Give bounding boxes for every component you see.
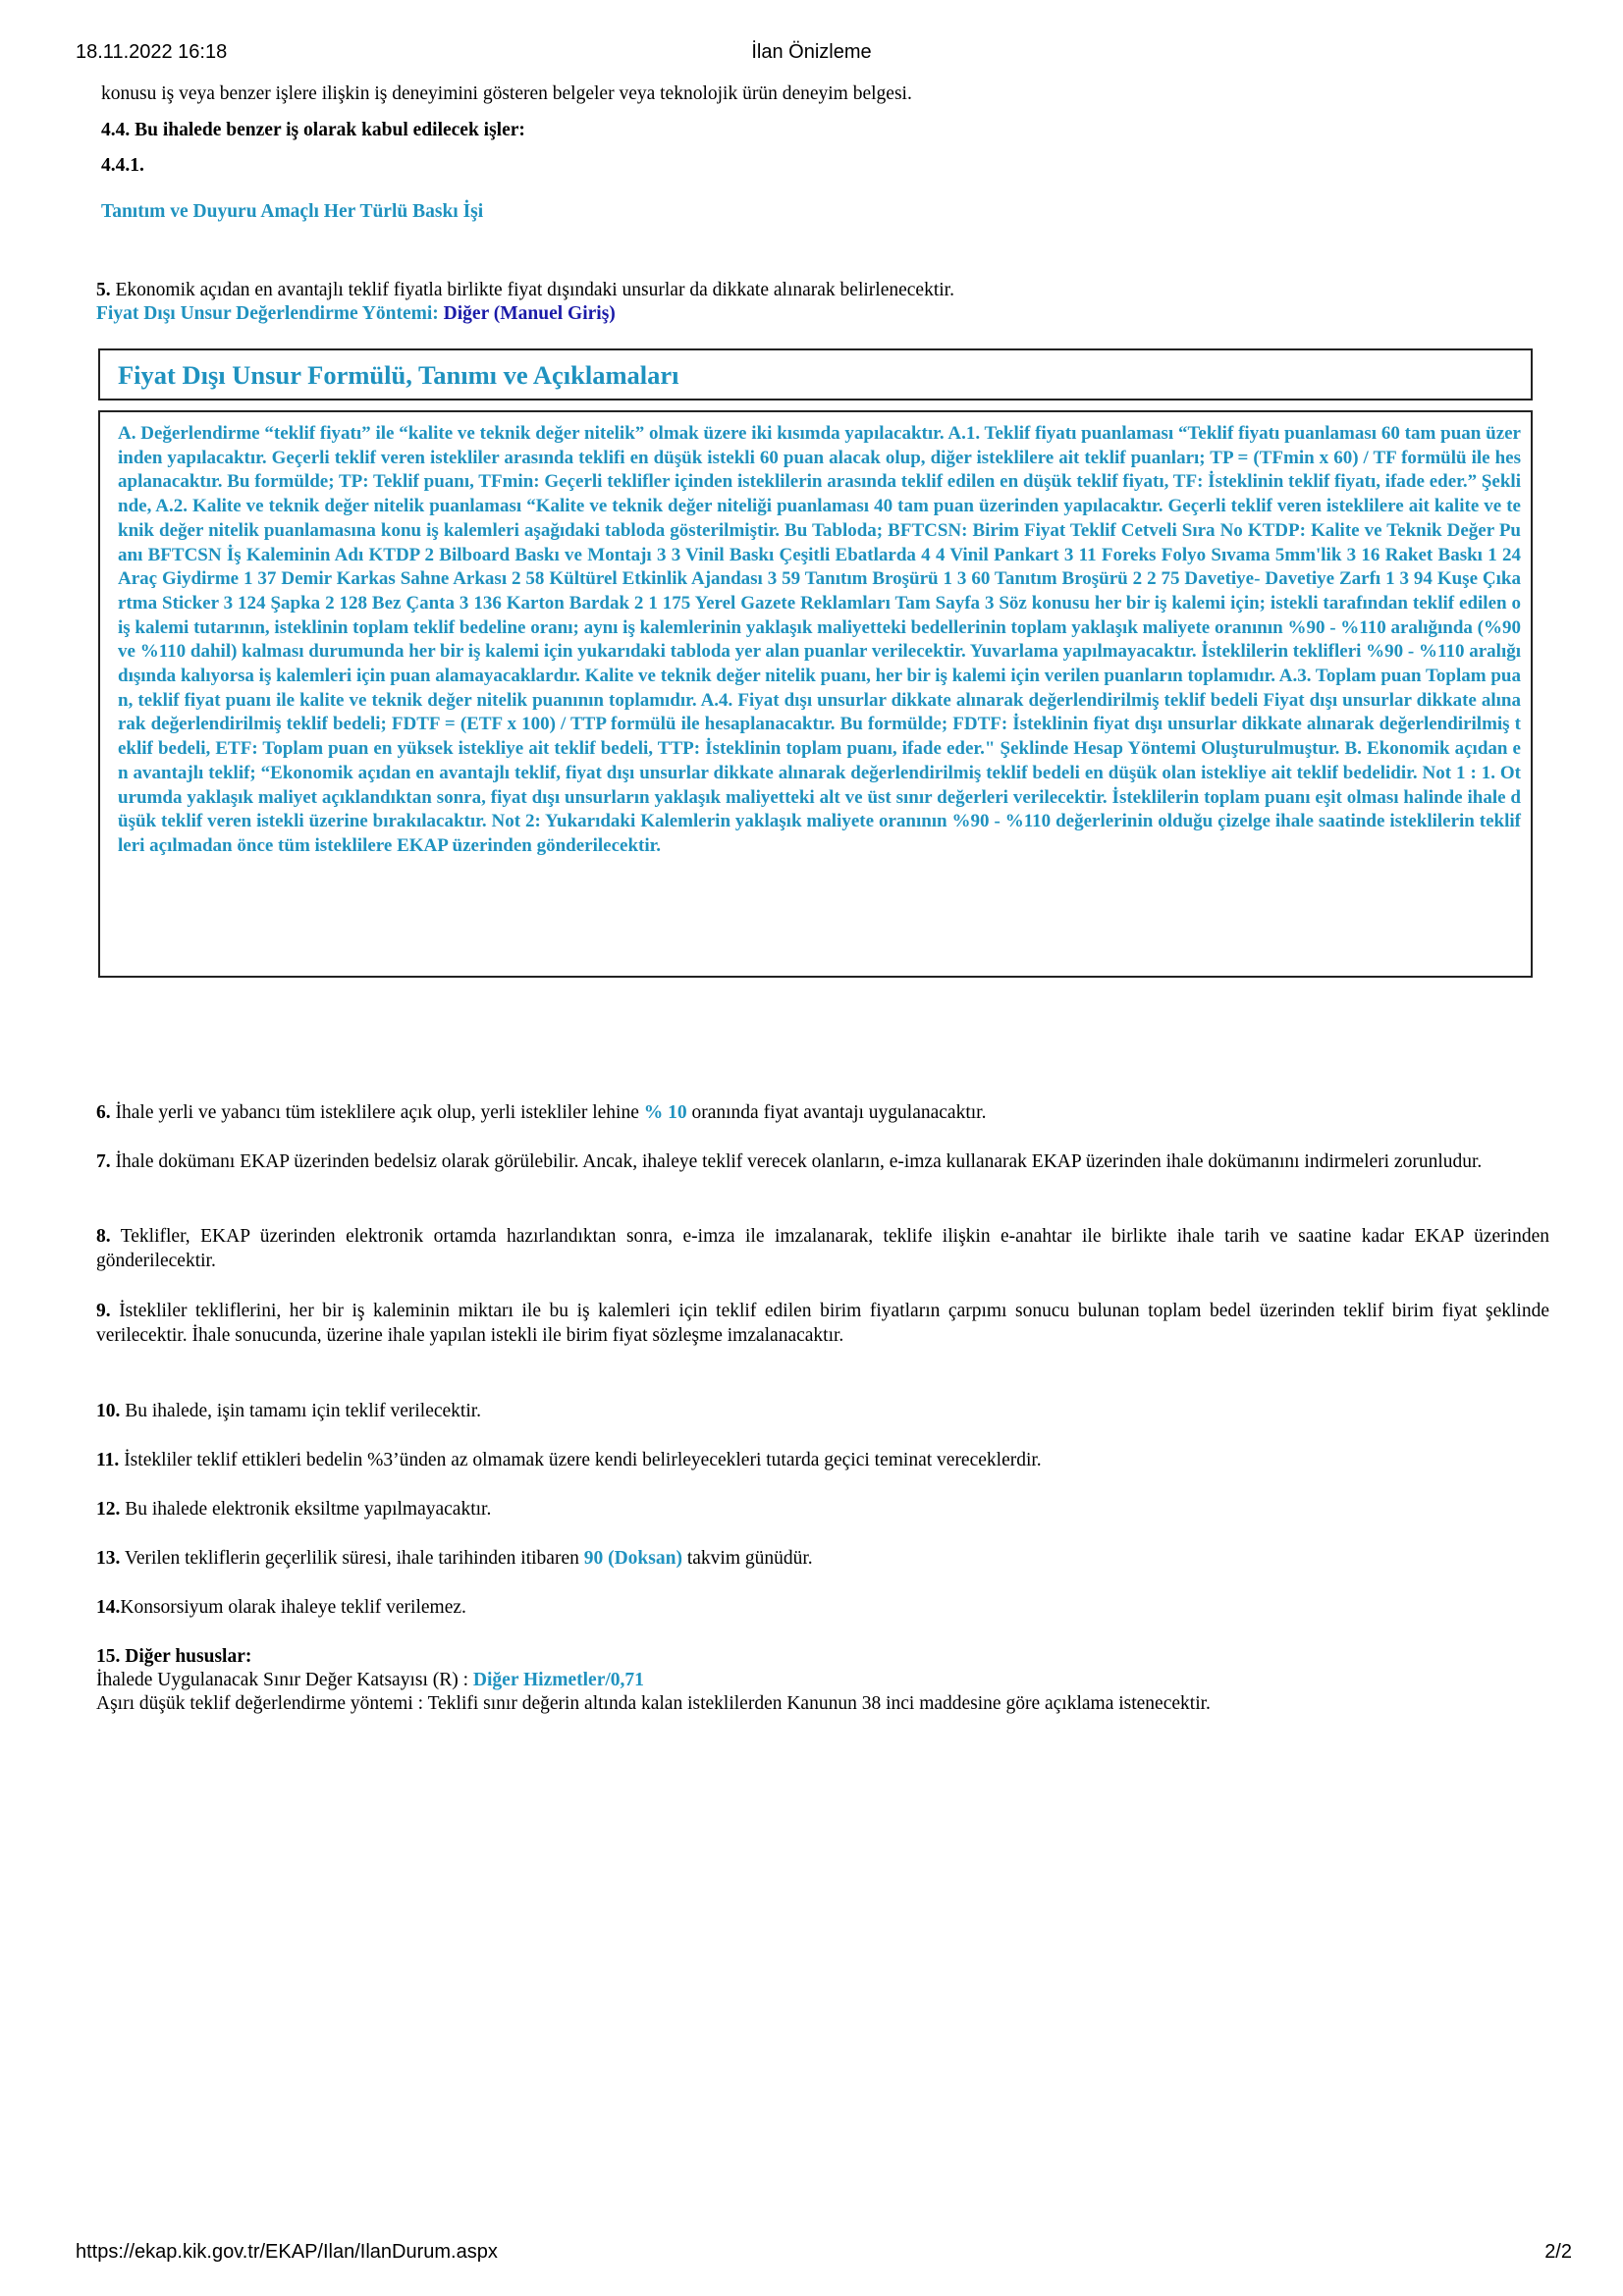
s4-4-heading-text: 4.4. Bu ihalede benzer iş olarak kabul edilecek işler: [101, 120, 525, 140]
r-coefficient-value: Diğer Hizmetler/0,71 [472, 1670, 644, 1690]
print-datetime: 18.11.2022 16:18 [76, 41, 228, 63]
s5-text: Ekonomik açıdan en avantajlı teklif fiyatla birlikte fiyat dışındaki unsurlar da dikkate alınarak belirlenecektir. [110, 280, 954, 300]
s5-paragraph [96, 279, 954, 302]
method-value: Diğer (Manuel Giriş) [438, 303, 616, 324]
r-coefficient-label: İhalede Uygulanacak Sınır Değer Katsayısı (R) : [96, 1670, 473, 1690]
formula-box-text: A. Değerlendirme “teklif fiyatı” ile “kalite ve teknik değer nitelik” olmak üzere iki kısımda yapılacaktır. A.1. Teklif fiyatı puanlaması “Teklif fiyatı puanlaması 60 tam puan üzerinden yapılacaktır. Geçerli teklif veren istekliler arasında teklifi en düşük istekli 60 puan alacak olup, diğer isteklilere ait teklif puanları; TP = (TFmin x 60) / TF formülü ile hesaplanacaktır. Bu formülde; TP: Teklif puanı, TFmin: Geçerli teklifler içinden isteklilerin arasında teklif edilen en düşük teklif fiyatı, TF: İsteklinin teklif fiyatı, ifade eder.” Şeklinde, A.2. Kalite ve teknik değer nitelik puanlaması “Kalite ve teknik değer niteliği puanlaması 40 tam puan üzerinden yapılacaktır. Geçerli teklif veren isteklilere ait kalite ve teknik değer nitelik puanlamasına konu iş kalemleri aşağıdaki tabloda gösterilmiştir. Bu Tabloda; BFTCSN: Birim Fiyat Teklif Cetveli Sıra No KTDP: Kalite ve Teknik Değer Puanı BFTCSN İş Kaleminin Adı KTDP 2 Bilboard Baskı ve Montajı 3 3 Vinil Baskı Çeşitli Ebatlarda 4 4 Vinil Pankart 3 11 Foreks Folyo Sıvama 5mm'lik 3 16 Raket Baskı 1 24 Araç Giydirme 1 37 Demir Karkas Sahne Arkası 2 58 Kültürel Etkinlik Ajandası 3 59 Tanıtım Broşürü 1 3 60 Tanıtım Broşürü 2 2 75 Davetiye- Davetiye Zarfı 1 3 94 Kuşe Çıkartma Sticker 3 124 Şapka 2 128 Bez Çanta 3 136 Karton Bardak 2 1 175 Yerel Gazete Reklamları Tam Sayfa 3 Söz konusu her bir iş kalemi için; istekli tarafından teklif edilen o iş kalemi tutarının, isteklinin toplam teklif bedeline oranı; aynı iş kalemlerinin yaklaşık maliyetteki bedellerinin toplam yaklaşık maliyete oranının %90 - %110 aralığında (%90 ve %110 dahil) kalması durumunda her bir iş kalemi için yukarıdaki tabloda yer alan puanlar verilecektir. Yuvarlama yapılmayacaktır. İsteklilerin teklifleri %90 - %110 aralığı dışında kalıyorsa iş kalemleri için puan alamayacaklardır. Kalite ve teknik değer nitelik puanı, her bir iş kalemi için verilen puanların toplamıdır. A.3. Toplam puan Toplam puan, teklif fiyat puanı ile kalite ve teknik değer nitelik puanının toplamıdır. A.4. Fiyat dışı unsurlar dikkate alınarak değerlendirilmiş teklif bedeli Fiyat dışı unsurlar dikkate alınarak değerlendirilmiş teklif bedeli; FDTF = (ETF x 100) / TTP formülü ile hesaplanacaktır. Bu formülde; FDTF: İsteklinin fiyat dışı unsurlar dikkate alınarak değerlendirilmiş teklif bedeli, ETF: Toplam puan en yüksek istekliye ait teklif bedeli, TTP: İsteklinin toplam puanı, ifade eder." Şeklinde Hesap Yöntemi Oluşturulmuştur. B. Ekonomik açıdan en avantajlı teklif; “Ekonomik açıdan en avantajlı teklif, fiyat dışı unsurlar dikkate alınarak değerlendirilmiş teklif bedeli en düşük olan istekliye ait teklif bedelidir. Not 1 : 1. Oturumda yaklaşık maliyet açıklandıktan sonra, fiyat dışı unsurların yaklaşık maliyetteki alt ve üst sınır değerleri verilecektir. İsteklilerin toplam puanı eşit olması halinde ihale düşük teklif veren istekli üzerine bırakılacaktır. Not 2: Yukarıdaki Kalemlerin yaklaşık maliyete oranının %90 - %110 değerlerinin olduğu çizelge ihale saatinde isteklilerin teklifleri açılmadan önce tüm isteklilere EKAP üzerinden gönderilecektir. [98, 410, 1533, 978]
price-advantage-value: % 10 [643, 1102, 687, 1123]
s4-4-1-label-text: 4.4.1. [101, 155, 144, 176]
page-number: 2/2 [1544, 2241, 1572, 2263]
s12-text: Bu ihalede elektronik eksiltme yapılmayacaktır. [120, 1499, 492, 1520]
s13-number: 13. [96, 1548, 121, 1569]
s7-text: İhale dokümanı EKAP üzerinden bedelsiz olarak görülebilir. Ancak, ihaleye teklif verecek olanların, e-imza kullanarak EKAP üzerinden ihale dokümanını indirmeleri zorunludur. [110, 1151, 1483, 1172]
s4-4-1-label [101, 154, 144, 178]
s11-paragraph [96, 1449, 1549, 1473]
s13-text-post: takvim günüdür. [681, 1548, 813, 1569]
s7-paragraph [96, 1150, 1549, 1175]
s14-number: 14. [96, 1597, 121, 1618]
s9-paragraph [96, 1300, 1549, 1348]
s8-text: Teklifler, EKAP üzerinden elektronik ortamda hazırlandıktan sonra, e-imza ile imzalanarak, teklife ilişkin e-anahtar ile birlikte ihale tarih ve saatine kadar EKAP üzerinden gönderilecektir. [96, 1226, 1549, 1271]
s13-paragraph [96, 1547, 1549, 1572]
s14-paragraph [96, 1596, 1549, 1621]
s12-paragraph [96, 1498, 1549, 1522]
s13-text-pre: Verilen tekliflerin geçerlilik süresi, ihale tarihinden itibaren [120, 1548, 584, 1569]
s6-number: 6. [96, 1102, 111, 1123]
s5-number: 5. [96, 280, 111, 300]
s4-intro-text: konusu iş veya benzer işlere ilişkin iş deneyimini gösteren belgeler veya teknolojik ürün deneyim belgesi. [101, 83, 912, 104]
s8-paragraph [96, 1225, 1549, 1273]
s6-text-pre: İhale yerli ve yabancı tüm isteklilere açık olup, yerli istekliler lehine [110, 1102, 644, 1123]
s4-4-heading [101, 119, 525, 142]
source-url: https://ekap.kik.gov.tr/EKAP/Ilan/IlanDurum.aspx [76, 2241, 498, 2263]
validity-period-value: 90 (Doksan) [583, 1548, 682, 1569]
s6-paragraph [96, 1101, 1549, 1126]
s10-number: 10. [96, 1401, 121, 1421]
page-title: İlan Önizleme [751, 41, 872, 63]
s7-number: 7. [96, 1151, 111, 1172]
s11-text: İstekliler teklif ettikleri bedelin %3’ünden az olmamak üzere kendi belirleyecekleri tutarda geçici teminat vereceklerdir. [119, 1450, 1042, 1470]
formula-box-title: Fiyat Dışı Unsur Formülü, Tanımı ve Açıklamaları [98, 348, 1533, 400]
similar-work-item [101, 200, 483, 224]
method-label: Fiyat Dışı Unsur Değerlendirme Yöntemi: [96, 303, 439, 324]
s14-text: Konsorsiyum olarak ihaleye teklif verilemez. [120, 1597, 466, 1618]
s15-low-bid-line: Aşırı düşük teklif değerlendirme yöntemi : Teklifi sınır değerin altında kalan isteklilerden Kanunun 38 inci maddesine göre açıklama istenecektir. [96, 1693, 1211, 1714]
s11-number: 11. [96, 1450, 120, 1470]
s12-number: 12. [96, 1499, 121, 1520]
s10-paragraph [96, 1400, 1549, 1424]
s15-r-line [96, 1669, 1549, 1693]
s15-heading-text: 15. Diğer hususlar: [96, 1646, 252, 1667]
s9-number: 9. [96, 1301, 111, 1321]
s10-text: Bu ihalede, işin tamamı için teklif verilecektir. [120, 1401, 482, 1421]
s15-heading [96, 1645, 1549, 1670]
s8-number: 8. [96, 1226, 111, 1247]
s5-method-line [96, 302, 616, 326]
s6-text-post: oranında fiyat avantajı uygulanacaktır. [686, 1102, 987, 1123]
similar-work-item-text: Tanıtım ve Duyuru Amaçlı Her Türlü Baskı İşi [101, 201, 484, 222]
s9-text: İstekliler tekliflerini, her bir iş kaleminin miktarı ile bu iş kalemleri için teklif edilen birim fiyatların çarpımı sonucu bulunan toplam bedel üzerinden teklif birim fiyat şeklinde verilecektir. İhale sonucunda, üzerine ihale yapılan istekli ile birim fiyat sözleşme imzalanacaktır. [96, 1301, 1549, 1346]
